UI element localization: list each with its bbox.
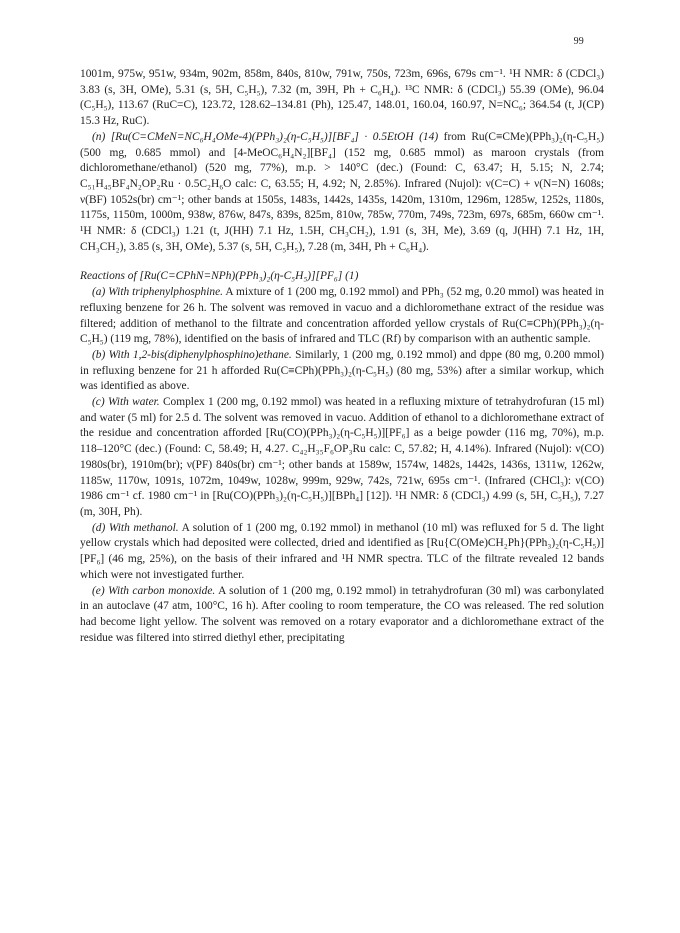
subsection-label: (b) With 1,2-bis(diphenylphosphino)ethane. xyxy=(92,348,292,361)
compound-heading: (n) [Ru(C=CMeN=NC₆H₄OMe-4)(PPh₃)₂(η-C₅H₅)][BF₄] · 0.5EtOH (14) xyxy=(92,130,439,143)
subsection-label: (c) With water. xyxy=(92,396,160,409)
text-run: A solution of 1 (200 mg, 0.192 mmol) in tetrahydrofuran (30 ml) was carbonylated in an autoclave (47 atm, 100°C, 16 h). After cooling to room temperature, the CO was released. The red solution had become light yellow. The solvent was removed on a rotary evaporator and a dichloromethane extract of the residue was filtered into stirred diethyl ether, precipitating xyxy=(80,584,604,644)
paragraph-reaction-c xyxy=(80,395,604,521)
section-heading-text: Reactions of [Ru(C=CPhN=NPh)(PPh₃)₂(η-C₅H₅)][PF₆] (1) xyxy=(80,270,359,283)
subsection-label: (d) With methanol. xyxy=(92,521,179,534)
paragraph-reaction-b xyxy=(80,348,604,395)
paragraph-reaction-e xyxy=(80,584,604,647)
paragraph-reaction-a xyxy=(80,285,604,348)
text-run: A mixture of 1 (200 mg, 0.192 mmol) and PPh₃ (52 mg, 0.20 mmol) was heated in refluxing benzene for 26 h. The solvent was removed in vacuo and a dichloromethane extract of the residue was filtered; addition of methanol to the filtrate and concentration afforded yellow crystals of Ru(C≡CPh)(PPh₃)₂(η-C₅H₅) (119 mg, 78%), identified on the basis of infrared and TLC (Rf) by comparison with an authentic sample. xyxy=(80,286,604,346)
paragraph-compound-14 xyxy=(80,130,604,256)
text-run: Similarly, 1 (200 mg, 0.192 mmol) and dppe (80 mg, 0.200 mmol) in refluxing benzene for 21 h afforded Ru(C≡CPh)(PPh₃)₂(η-C₅H₅) (80 mg, 53%) after a similar workup, which was identified as above. xyxy=(80,348,604,393)
text-run: A solution of 1 (200 mg, 0.192 mmol) in methanol (10 ml) was refluxed for 5 d. The light yellow crystals which had deposited were collected, dried and identified as [Ru{C(OMe)CH₂Ph}(PPh₃)₂(η-C₅H₅)][PF₆] (46 mg, 25%), on the basis of their infrared and ¹H NMR spectra. TLC of the filtrate revealed 12 bands which were not investigated further. xyxy=(80,521,604,581)
text-run: 1001m, 975w, 951w, 934m, 902m, 858m, 840s, 810w, 791w, 750s, 723m, 696s, 679s cm⁻¹. ¹H NMR: δ (CDCl₃) 3.83 (s, 3H, OMe), 5.31 (s, 5H, C₅H₅), 7.32 (m, 39H, Ph + C₆H₄). ¹³C NMR: δ (CDCl₃) 55.39 (OMe), 96.04 (C₅H₅), 113.67 (RuC=C), 123.72, 128.62–134.81 (Ph), 125.47, 148.01, 160.04, 160.97, N=NC₆; 364.54 (t, J(CP) 15.3 Hz, RuC). xyxy=(80,68,604,128)
paragraph-spectral-data xyxy=(80,67,604,130)
text-run: Complex 1 (200 mg, 0.192 mmol) was heated in a refluxing mixture of tetrahydrofuran (15 ml) and water (5 ml) for 2.5 d. The solvent was removed in vacuo. Addition of ethanol to a dichloromethane extract of the residue and concentration afforded [Ru(CO)(PPh₃)₂(η-C₅H₅)][PF₆] as a beige powder (116 mg, 70%), m.p. 118–120°C (dec.) (Found: C, 58.49; H, 4.27. C₄₂H₃₅F₆OP₃Ru calc: C, 57.82; H, 4.14%). Infrared (Nujol): ν(CO) 1980s(br), 1910m(br); ν(PF) 840s(br) cm⁻¹; other bands at 1589w, 1574w, 1482s, 1442s, 1436s, 1311w, 1262w, 1185w, 1170w, 1091s, 1072m, 1049w, 1028w, 999m, 929w, 742s, 721w, 695s cm⁻¹. (Infrared (CHCl₃): ν(CO) 1986 cm⁻¹ cf. 1980 cm⁻¹ in [Ru(CO)(PPh₃)₂(η-C₅H₅)][BPh₄] [12]). ¹H NMR: δ (CDCl₃) 4.99 (s, 5H, C₅H₅), 7.27 (m, 30H, Ph). xyxy=(80,396,604,518)
text-run: from Ru(C≡CMe)(PPh₃)₂(η-C₅H₅) (500 mg, 0.685 mmol) and [4-MeOC₆H₄N₂][BF₄] (152 mg, 0.685 mmol) as maroon crystals (from dichloromethane/ethanol) (520 mg, 77%), m.p. > 140°C (dec.) (Found: C, 63.47; H, 5.15; N, 2.74; C₅₁H₄₅BF₄N₂OP₂Ru · 0.5C₂H₆O calc: C, 63.55; H, 4.92; N, 2.85%). Infrared (Nujol): ν(C=C) + ν(N=N) 1608s; ν(BF) 1052s(br) cm⁻¹; other bands at 1505s, 1483s, 1442s, 1435s, 1420m, 1310m, 1296m, 1285w, 1252s, 1180s, 1175s, 1150m, 1000m, 938w, 876w, 847s, 839s, 825m, 810w, 785w, 770m, 749s, 723m, 697s, 685m, 660w cm⁻¹. ¹H NMR: δ (CDCl₃) 1.21 (t, J(HH) 7.1 Hz, 1.5H, CH₃CH₂), 1.91 (s, 3H, Me), 3.69 (q, J(HH) 7.1 Hz, 1H, CH₃CH₂), 3.85 (s, 3H, OMe), 5.37 (s, 5H, C₅H₅), 7.28 (m, 34H, Ph + C₆H₄). xyxy=(80,130,604,253)
paragraph-reaction-d xyxy=(80,521,604,584)
page-number: 99 xyxy=(573,36,584,47)
section-heading xyxy=(80,269,604,285)
subsection-label: (a) With triphenylphosphine. xyxy=(92,286,223,299)
body-text xyxy=(80,67,604,646)
subsection-label: (e) With carbon monoxide. xyxy=(92,584,216,597)
